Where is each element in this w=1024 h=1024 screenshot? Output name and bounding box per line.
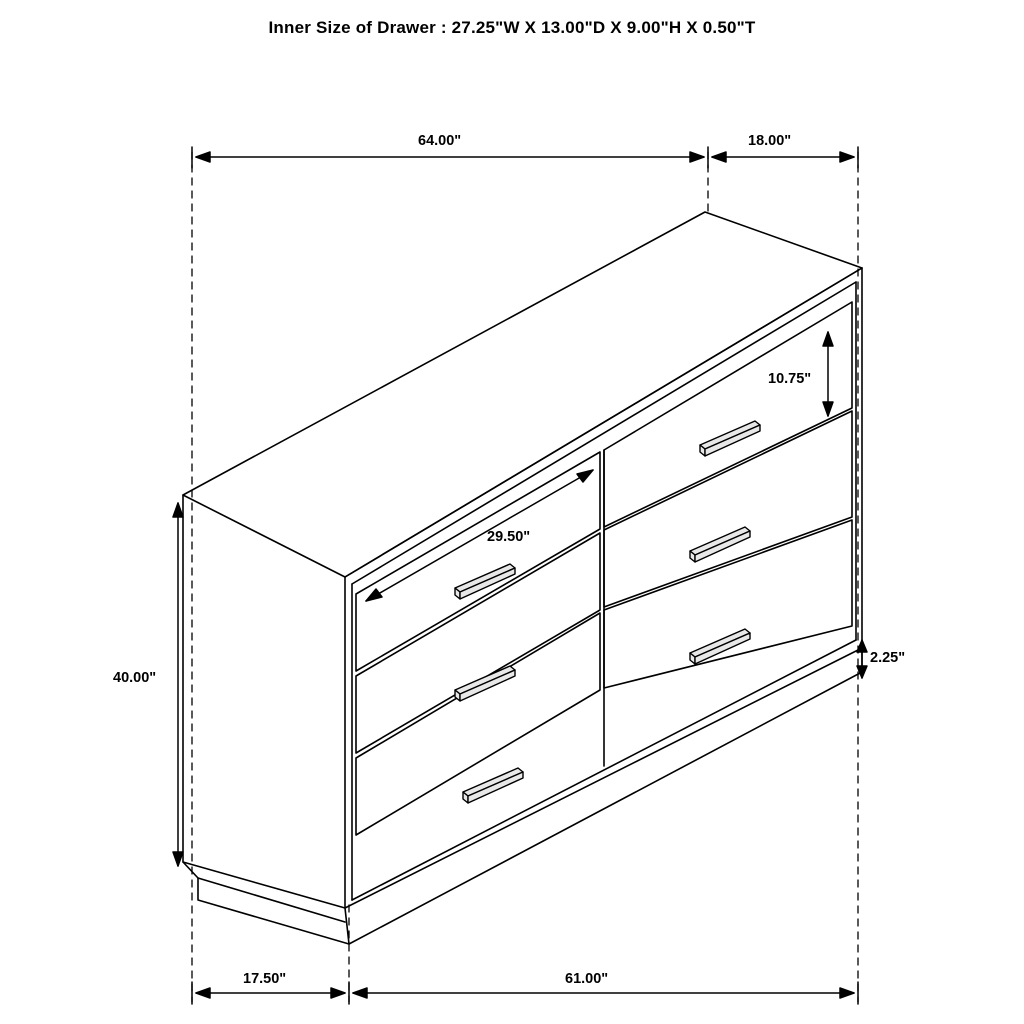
dimension-base-depth: 17.50" [243,971,287,987]
dimension-top-width: 64.00" [418,133,462,149]
page-title: Inner Size of Drawer : 27.25"W X 13.00"D X 9.00"H X 0.50"T [268,18,756,37]
dimension-base-height: 2.25" [870,650,906,666]
dimension-overall-height: 40.00" [113,670,157,686]
drawer-column-right [604,302,852,688]
drawer-column-left [356,452,600,835]
dimension-drawer-height: 10.75" [768,371,812,387]
drawer-handles [455,421,760,803]
dimension-top-depth: 18.00" [748,133,792,149]
dimension-drawer-front-width: 29.50" [487,529,531,545]
dimension-base-width: 61.00" [565,971,609,987]
